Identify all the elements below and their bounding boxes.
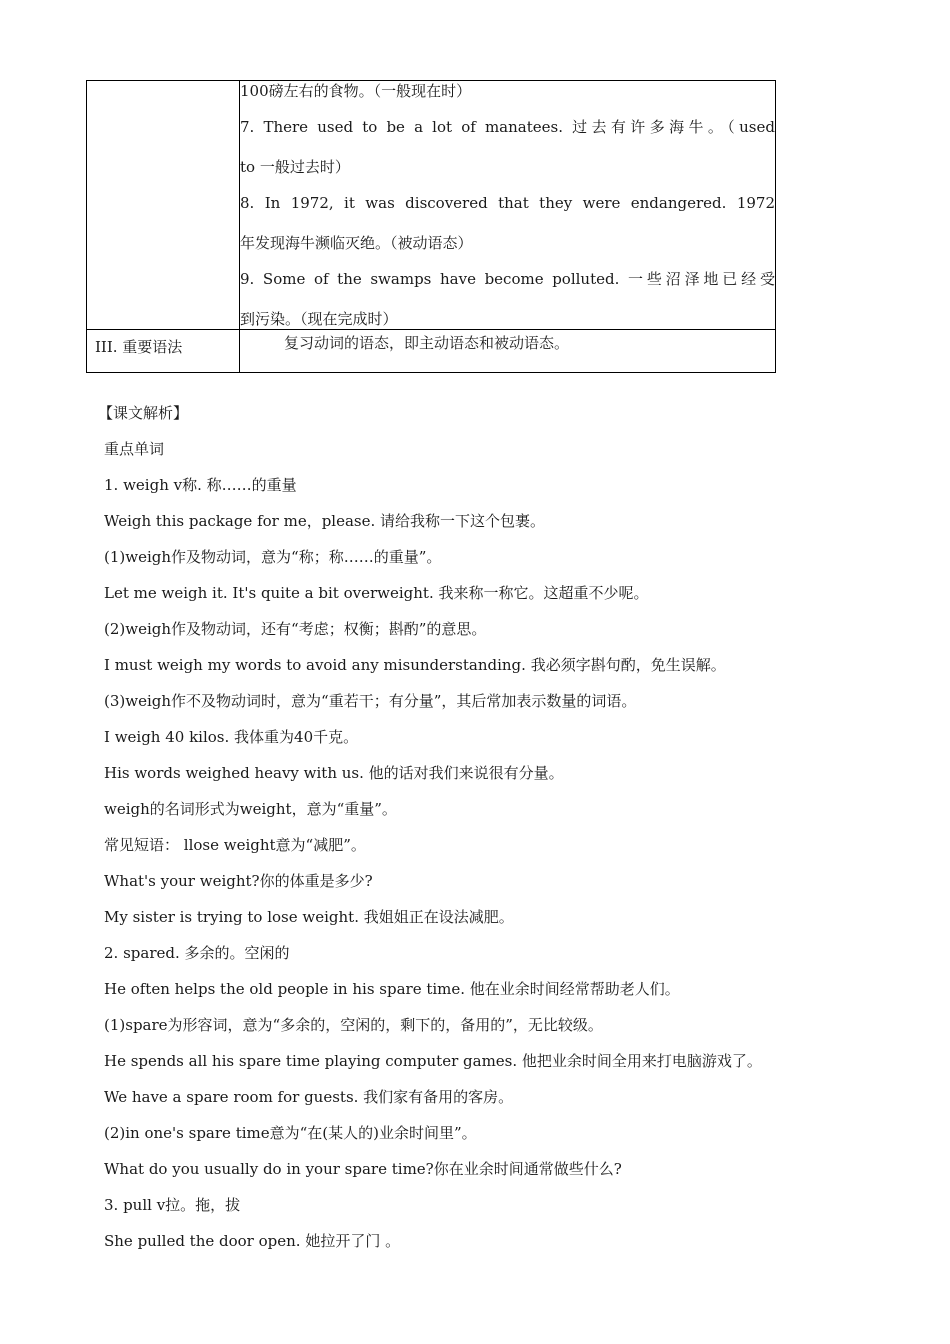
text-line: She pulled the door open. 她拉开了门 。	[104, 1232, 401, 1250]
text-line: (1)weigh作及物动词，意为“称；称……的重量”。	[104, 548, 442, 566]
text-line: (2)weigh作及物动词，还有“考虑；权衡；斟酌”的意思。	[104, 620, 487, 638]
text-line: His words weighed heavy with us. 他的话对我们来说很有分量。	[104, 764, 564, 782]
text-line: What's your weight?你的体重是多少?	[104, 872, 373, 890]
section-title: 【课文解析】	[98, 404, 189, 422]
table-line: 到污染。（现在完成时）	[240, 310, 398, 328]
table-line: 7. There used to be a lot of manatees. 过去有许多海牛。（used	[240, 118, 775, 136]
text-line: (2)in one's spare time意为“在(某人的)业余时间里”。	[104, 1124, 477, 1142]
text-line: He spends all his spare time playing computer games. 他把业余时间全用来打电脑游戏了。	[104, 1052, 762, 1070]
text-line: 1. weigh v称. 称……的重量	[104, 476, 297, 494]
table-cell-examples	[240, 81, 776, 330]
text-line: (1)spare为形容词，意为“多余的，空闲的，剩下的，备用的”，无比较级。	[104, 1016, 603, 1034]
table-row-content: 复习动词的语态，即主动语态和被动语态。	[240, 330, 776, 373]
text-line: What do you usually do in your spare time?你在业余时间通常做些什么?	[104, 1160, 622, 1178]
table-line: 9. Some of the swamps have become polluted. 一些沼泽地已经受	[240, 270, 775, 288]
table-line: 8. In 1972, it was discovered that they were endangered. 1972	[240, 194, 775, 212]
table-row	[87, 330, 776, 373]
table-row-label: III. 重要语法	[87, 330, 240, 373]
subsection-title: 重点单词	[104, 440, 165, 458]
text-line: I weigh 40 kilos. 我体重为40千克。	[104, 728, 359, 746]
text-line: 3. pull v拉。拖，拔	[104, 1196, 241, 1214]
table-row	[87, 81, 776, 330]
text-line: I must weigh my words to avoid any misunderstanding. 我必须字斟句酌，免生误解。	[104, 656, 726, 674]
text-line: 常见短语： llose weight意为“减肥”。	[104, 836, 366, 854]
text-line: Weigh this package for me，please. 请给我称一下这个包裹。	[104, 512, 546, 530]
text-line: (3)weigh作不及物动词时，意为“重若干；有分量”，其后常加表示数量的词语。	[104, 692, 637, 710]
table-cell-empty	[87, 81, 240, 330]
text-line: weigh的名词形式为weight，意为“重量”。	[104, 800, 397, 818]
text-line: My sister is trying to lose weight. 我姐姐正在设法减肥。	[104, 908, 514, 926]
text-line: Let me weigh it. It's quite a bit overweight. 我来称一称它。这超重不少呢。	[104, 584, 649, 602]
lesson-analysis	[98, 395, 824, 1259]
grammar-table	[86, 80, 776, 373]
text-line: He often helps the old people in his spare time. 他在业余时间经常帮助老人们。	[104, 980, 680, 998]
text-line: 2. spared. 多余的。空闲的	[104, 944, 290, 962]
table-line: 年发现海牛濒临灭绝。（被动语态）	[240, 234, 473, 252]
text-line: We have a spare room for guests. 我们家有备用的客房。	[104, 1088, 514, 1106]
table-line: to 一般过去时）	[240, 158, 350, 176]
table-line: 100磅左右的食物。（一般现在时）	[240, 82, 472, 100]
